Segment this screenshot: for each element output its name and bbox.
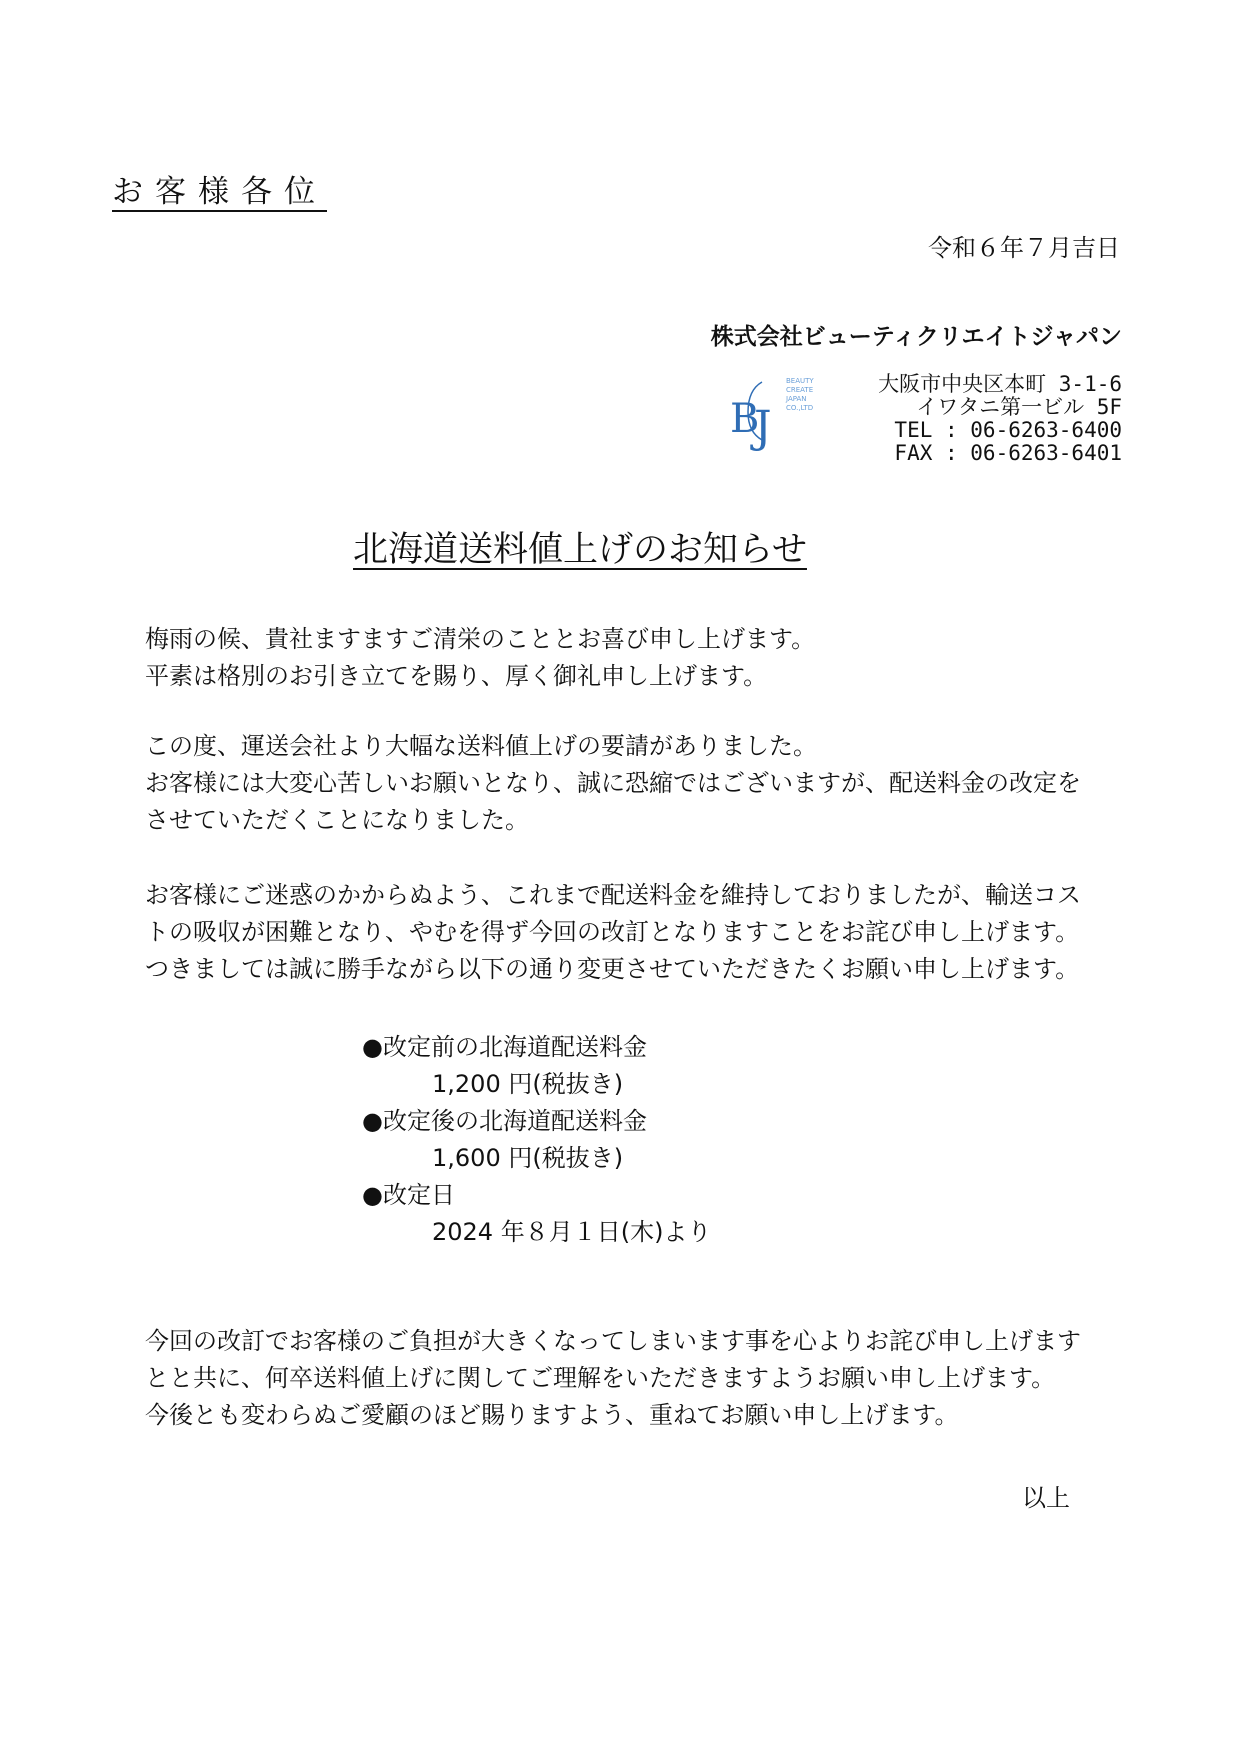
text-line: お客様には大変心苦しいお願いとなり、誠に恐縮ではございますが、配送料金の改定を — [145, 769, 1081, 797]
greeting-paragraph — [145, 621, 815, 695]
logo-text-line: CO.,LTD — [786, 404, 814, 412]
address-line: イワタニ第一ビル 5F — [916, 395, 1122, 419]
address-line: 大阪市中央区本町 3-1-6 — [878, 372, 1122, 396]
logo-letter-b: B — [730, 396, 760, 442]
logo-letter-j: J — [754, 402, 772, 453]
logo-text-line: CREATE — [786, 386, 814, 394]
logo-text-line: JAPAN — [786, 395, 807, 403]
text-line: させていただくことになりました。 — [145, 806, 529, 834]
text-line: 今後とも変わらぬご愛顧のほど賜りますよう、重ねてお願い申し上げます。 — [145, 1401, 959, 1429]
list-item-label: ●改定後の北海道配送料金 — [362, 1107, 647, 1135]
notice-title: 北海道送料値上げのお知らせ — [353, 530, 807, 570]
announcement-paragraph — [145, 728, 1081, 839]
text-line: つきましては誠に勝手ながら以下の通り変更させていただきたくお願い申し上げます。 — [145, 955, 1080, 983]
fee-change-list — [362, 1029, 711, 1251]
apology-paragraph — [145, 1323, 1081, 1434]
phone-line: TEL : 06-6263-6400 — [894, 418, 1122, 442]
closing-word: 以上 — [1022, 1484, 1070, 1512]
company-logo — [726, 370, 822, 460]
fax-line: FAX : 06-6263-6401 — [894, 441, 1122, 465]
text-line: 梅雨の候、貴社ますますご清栄のこととお喜び申し上げます。 — [145, 625, 816, 653]
list-item-label: ●改定前の北海道配送料金 — [362, 1033, 647, 1061]
reason-paragraph — [145, 877, 1081, 988]
document-date: 令和６年７月吉日 — [928, 234, 1120, 262]
text-line: とと共に、何卒送料値上げに関してご理解をいただきますようお願い申し上げます。 — [145, 1364, 1056, 1392]
text-line: 平素は格別のお引き立てを賜り、厚く御礼申し上げます。 — [145, 662, 768, 690]
list-item-value: 1,200 円(税抜き) — [432, 1070, 624, 1098]
text-line: お客様にご迷惑のかからぬよう、これまで配送料金を維持しておりましたが、輸送コス — [145, 881, 1081, 909]
text-line: トの吸収が困難となり、やむを得ず今回の改訂となりますことをお詫び申し上げます。 — [145, 918, 1080, 946]
text-line: この度、運送会社より大幅な送料値上げの要請がありました。 — [145, 732, 817, 760]
logo-text-line: BEAUTY — [786, 377, 814, 385]
text-line: 今回の改訂でお客様のご負担が大きくなってしまいます事を心よりお詫び申し上げます — [145, 1327, 1081, 1355]
list-item-label: ●改定日 — [362, 1181, 455, 1209]
company-name: 株式会社ビューティクリエイトジャパン — [710, 324, 1122, 350]
salutation: お客様各位 — [112, 174, 327, 210]
list-item-value: 2024 年８月１日(木)より — [432, 1218, 712, 1246]
list-item-value: 1,600 円(税抜き) — [432, 1144, 624, 1172]
company-address-block — [878, 373, 1122, 465]
